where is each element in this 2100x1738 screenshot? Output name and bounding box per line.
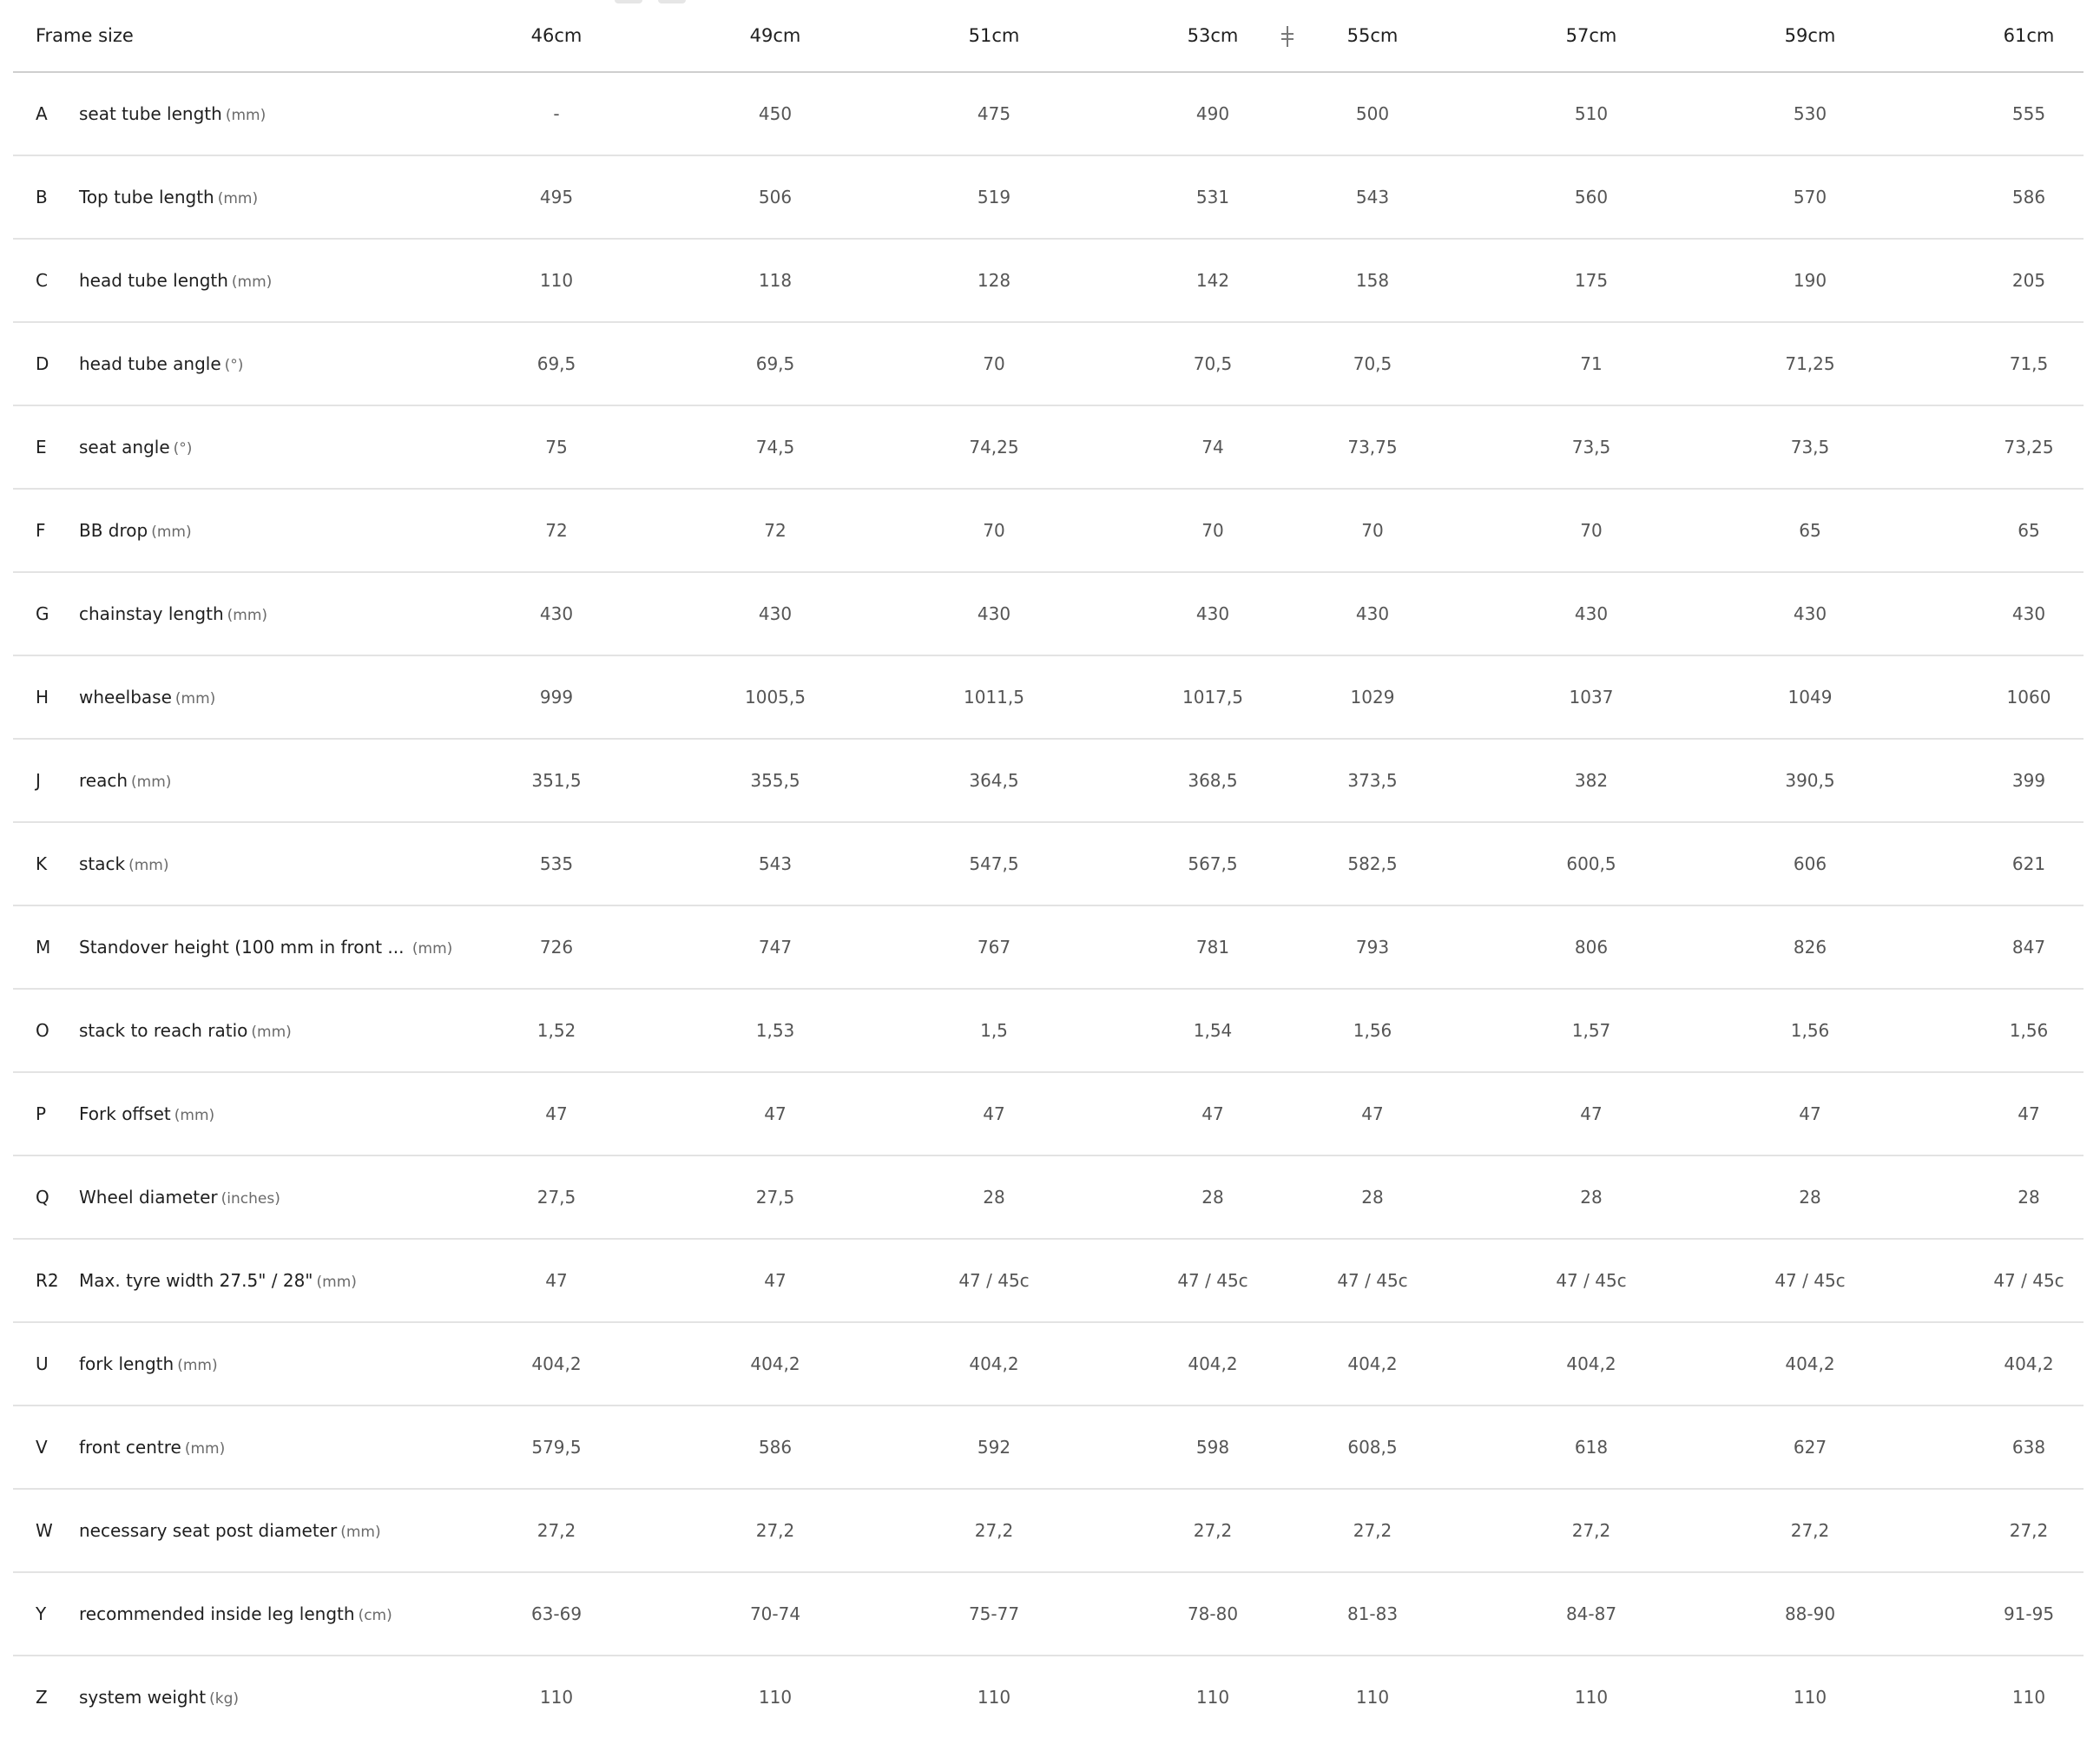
row-label: [79, 770, 171, 791]
row-unit: (mm): [251, 1024, 292, 1041]
cell-value-61cm: 1060: [2006, 687, 2051, 708]
cell-value-59cm: 570: [1793, 187, 1827, 207]
cell-value-59cm: 28: [1799, 1187, 1821, 1208]
cell-value-61cm: 404,2: [2004, 1353, 2054, 1374]
cell-value-55cm: 70,5: [1353, 353, 1392, 374]
row-unit: (mm): [231, 273, 273, 291]
table-row: [13, 1406, 2084, 1490]
cell-value-59cm: 27,2: [1790, 1520, 1830, 1541]
row-label: [79, 1603, 392, 1624]
row-code: K: [36, 853, 48, 874]
cell-value-51cm: 128: [977, 270, 1011, 291]
row-label-text: head tube length: [79, 270, 228, 291]
row-unit: (mm): [217, 190, 259, 207]
cell-value-55cm: 582,5: [1347, 853, 1398, 874]
cell-value-51cm: 404,2: [969, 1353, 1019, 1374]
table-header-row: [13, 0, 2084, 73]
cell-value-53cm: 47: [1201, 1103, 1224, 1124]
row-code: H: [36, 687, 49, 708]
row-label-text: fork length: [79, 1353, 174, 1374]
geometry-table: [13, 0, 2084, 1738]
cell-value-55cm: 608,5: [1347, 1437, 1398, 1458]
row-label: [79, 937, 452, 958]
row-label: [79, 1103, 214, 1124]
cell-value-53cm: 78-80: [1187, 1603, 1239, 1624]
row-code: U: [36, 1353, 49, 1374]
size-header-49: 49cm: [749, 25, 801, 46]
cell-value-51cm: 475: [977, 103, 1011, 124]
cell-value-55cm: 793: [1355, 937, 1390, 958]
cell-value-46cm: 75: [545, 437, 568, 458]
cell-value-53cm: 781: [1195, 937, 1230, 958]
table-row: [13, 406, 2084, 490]
cell-value-59cm: 1049: [1787, 687, 1833, 708]
cell-value-51cm: 74,25: [969, 437, 1019, 458]
size-header-59: 59cm: [1784, 25, 1836, 46]
row-code: F: [36, 520, 46, 541]
row-code: V: [36, 1437, 48, 1458]
cell-value-61cm: 65: [2018, 520, 2040, 541]
cell-value-46cm: -: [553, 103, 560, 124]
cell-value-61cm: 638: [2011, 1437, 2046, 1458]
row-label: [79, 437, 192, 458]
row-label: [79, 103, 266, 124]
cell-value-49cm: 1005,5: [745, 687, 806, 708]
cell-value-57cm: 618: [1574, 1437, 1609, 1458]
cell-value-59cm: 430: [1793, 603, 1827, 624]
row-label-text: Wheel diameter: [79, 1187, 218, 1208]
cell-value-51cm: 1,5: [980, 1020, 1008, 1041]
row-label: [79, 270, 272, 291]
cell-value-49cm: 450: [758, 103, 793, 124]
cell-value-61cm: 28: [2018, 1187, 2040, 1208]
row-label: [79, 1020, 292, 1041]
cell-value-57cm: 70: [1580, 520, 1603, 541]
cell-value-57cm: 27,2: [1571, 1520, 1611, 1541]
cell-value-57cm: 382: [1574, 770, 1609, 791]
cell-value-46cm: 404,2: [531, 1353, 582, 1374]
cell-value-46cm: 110: [539, 270, 574, 291]
row-code: E: [36, 437, 47, 458]
cell-value-61cm: 71,5: [2009, 353, 2049, 374]
cell-value-61cm: 110: [2011, 1687, 2046, 1708]
table-row: [13, 1573, 2084, 1656]
cell-value-49cm: 543: [758, 853, 793, 874]
cell-value-51cm: 364,5: [969, 770, 1019, 791]
cell-value-49cm: 27,5: [755, 1187, 795, 1208]
cell-value-51cm: 519: [977, 187, 1011, 207]
cell-value-61cm: 27,2: [2009, 1520, 2049, 1541]
row-label-text: stack to reach ratio: [79, 1020, 248, 1041]
row-unit: (mm): [151, 523, 192, 541]
row-label-text: Max. tyre width 27.5" / 28": [79, 1270, 313, 1291]
cell-value-53cm: 598: [1195, 1437, 1230, 1458]
row-label-text: stack: [79, 853, 126, 874]
cell-value-55cm: 70: [1361, 520, 1384, 541]
cell-value-57cm: 1037: [1569, 687, 1614, 708]
table-row: [13, 490, 2084, 573]
row-label-text: necessary seat post diameter: [79, 1520, 338, 1541]
table-row: [13, 1656, 2084, 1738]
cell-value-57cm: 430: [1574, 603, 1609, 624]
cell-value-46cm: 999: [539, 687, 574, 708]
row-unit: (mm): [340, 1524, 381, 1541]
cell-value-57cm: 1,57: [1571, 1020, 1611, 1041]
cell-value-46cm: 726: [539, 937, 574, 958]
cell-value-55cm: 28: [1361, 1187, 1384, 1208]
cell-value-61cm: 430: [2011, 603, 2046, 624]
cell-value-46cm: 535: [539, 853, 574, 874]
cell-value-59cm: 404,2: [1785, 1353, 1835, 1374]
cell-value-61cm: 621: [2011, 853, 2046, 874]
table-row: [13, 323, 2084, 406]
row-code: Q: [36, 1187, 49, 1208]
row-code: B: [36, 187, 48, 207]
cell-value-61cm: 73,25: [2004, 437, 2054, 458]
row-code: Y: [36, 1603, 47, 1624]
cell-value-55cm: 47: [1361, 1103, 1384, 1124]
row-code: C: [36, 270, 48, 291]
row-code: J: [36, 770, 41, 791]
cell-value-49cm: 1,53: [755, 1020, 795, 1041]
row-code: P: [36, 1103, 47, 1124]
cell-value-57cm: 175: [1574, 270, 1609, 291]
cell-value-55cm: 73,75: [1347, 437, 1398, 458]
cell-value-53cm: 1,54: [1193, 1020, 1233, 1041]
table-row: [13, 990, 2084, 1073]
cell-value-61cm: 555: [2011, 103, 2046, 124]
row-unit: (mm): [177, 1357, 218, 1374]
cell-value-55cm: 430: [1355, 603, 1390, 624]
cell-value-49cm: 355,5: [750, 770, 800, 791]
row-label-text: head tube angle: [79, 353, 221, 374]
row-unit: (mm): [128, 857, 169, 874]
table-row: [13, 156, 2084, 240]
cell-value-51cm: 547,5: [969, 853, 1019, 874]
row-label: [79, 187, 258, 207]
cell-value-53cm: 430: [1195, 603, 1230, 624]
row-code: O: [36, 1020, 49, 1041]
cell-value-53cm: 490: [1195, 103, 1230, 124]
row-label: [79, 687, 215, 708]
cell-value-49cm: 110: [758, 1687, 793, 1708]
cell-value-46cm: 430: [539, 603, 574, 624]
cell-value-61cm: 47 / 45c: [1993, 1270, 2064, 1291]
cell-value-59cm: 530: [1793, 103, 1827, 124]
row-label-text: seat angle: [79, 437, 170, 458]
cell-value-49cm: 747: [758, 937, 793, 958]
size-header-46: 46cm: [530, 25, 583, 46]
cell-value-55cm: 27,2: [1353, 1520, 1392, 1541]
cell-value-51cm: 1011,5: [964, 687, 1024, 708]
cell-value-49cm: 586: [758, 1437, 793, 1458]
row-label: [79, 520, 192, 541]
cell-value-55cm: 81-83: [1346, 1603, 1399, 1624]
row-code: M: [36, 937, 51, 958]
cell-value-49cm: 404,2: [750, 1353, 800, 1374]
cell-value-61cm: 399: [2011, 770, 2046, 791]
row-code: G: [36, 603, 49, 624]
cell-value-55cm: 47 / 45c: [1337, 1270, 1408, 1291]
cell-value-55cm: 1,56: [1353, 1020, 1392, 1041]
cell-value-53cm: 1017,5: [1182, 687, 1243, 708]
cell-value-53cm: 567,5: [1188, 853, 1238, 874]
row-unit: (°): [173, 440, 193, 458]
cell-value-51cm: 28: [983, 1187, 1005, 1208]
table-row: [13, 1156, 2084, 1240]
row-label: [79, 853, 169, 874]
size-header-51: 51cm: [968, 25, 1020, 46]
cell-value-46cm: 495: [539, 187, 574, 207]
cell-value-49cm: 47: [764, 1270, 787, 1291]
cell-value-49cm: 118: [758, 270, 793, 291]
cell-value-49cm: 74,5: [755, 437, 795, 458]
cell-value-55cm: 500: [1355, 103, 1390, 124]
table-row: [13, 823, 2084, 906]
row-label: [79, 1187, 280, 1208]
cell-value-49cm: 27,2: [755, 1520, 795, 1541]
cell-value-59cm: 47: [1799, 1103, 1821, 1124]
row-label-text: system weight: [79, 1687, 207, 1708]
cell-value-57cm: 806: [1574, 937, 1609, 958]
cell-value-61cm: 47: [2018, 1103, 2040, 1124]
cell-value-46cm: 579,5: [531, 1437, 582, 1458]
row-label-text: chainstay length: [79, 603, 224, 624]
cell-value-53cm: 47 / 45c: [1177, 1270, 1248, 1291]
cell-value-46cm: 351,5: [531, 770, 582, 791]
cell-value-57cm: 73,5: [1571, 437, 1611, 458]
cell-value-49cm: 70-74: [749, 1603, 801, 1624]
cell-value-61cm: 1,56: [2009, 1020, 2049, 1041]
table-row: [13, 906, 2084, 990]
row-unit: (mm): [316, 1274, 357, 1291]
cell-value-53cm: 28: [1201, 1187, 1224, 1208]
cell-value-49cm: 430: [758, 603, 793, 624]
size-header-57: 57cm: [1565, 25, 1617, 46]
cell-value-46cm: 72: [545, 520, 568, 541]
row-label-text: BB drop: [79, 520, 148, 541]
row-label: [79, 353, 243, 374]
cell-value-57cm: 600,5: [1566, 853, 1616, 874]
cell-value-46cm: 47: [545, 1270, 568, 1291]
cell-value-51cm: 47 / 45c: [958, 1270, 1030, 1291]
row-unit: (°): [224, 357, 244, 374]
table-row: [13, 1323, 2084, 1406]
cell-value-59cm: 390,5: [1785, 770, 1835, 791]
cell-value-57cm: 71: [1580, 353, 1603, 374]
row-label: [79, 1687, 239, 1708]
row-unit: (mm): [131, 774, 172, 791]
table-row: [13, 1073, 2084, 1156]
cell-value-59cm: 110: [1793, 1687, 1827, 1708]
cell-value-46cm: 63-69: [530, 1603, 583, 1624]
cell-value-57cm: 510: [1574, 103, 1609, 124]
cell-value-46cm: 27,2: [537, 1520, 576, 1541]
row-code: D: [36, 353, 49, 374]
row-label-text: recommended inside leg length: [79, 1603, 355, 1624]
row-unit: (cm): [358, 1607, 392, 1624]
cell-value-59cm: 826: [1793, 937, 1827, 958]
cell-value-61cm: 91-95: [2003, 1603, 2055, 1624]
cell-value-51cm: 430: [977, 603, 1011, 624]
cell-value-55cm: 110: [1355, 1687, 1390, 1708]
table-row: [13, 240, 2084, 323]
row-unit: (mm): [174, 690, 216, 708]
cell-value-61cm: 205: [2011, 270, 2046, 291]
row-unit: (mm): [184, 1440, 226, 1458]
cell-value-53cm: 142: [1195, 270, 1230, 291]
cell-value-55cm: 543: [1355, 187, 1390, 207]
cell-value-46cm: 110: [539, 1687, 574, 1708]
row-label: [79, 1270, 357, 1291]
cell-value-59cm: 1,56: [1790, 1020, 1830, 1041]
table-row: [13, 656, 2084, 740]
cell-value-55cm: 404,2: [1347, 1353, 1398, 1374]
row-code: W: [36, 1520, 53, 1541]
cell-value-59cm: 190: [1793, 270, 1827, 291]
size-header-61: 61cm: [2003, 25, 2055, 46]
cell-value-57cm: 110: [1574, 1687, 1609, 1708]
cell-value-46cm: 69,5: [537, 353, 576, 374]
row-label: [79, 1437, 225, 1458]
row-code: A: [36, 103, 48, 124]
cell-value-55cm: 1029: [1350, 687, 1395, 708]
table-row: [13, 73, 2084, 156]
cell-value-53cm: 27,2: [1193, 1520, 1233, 1541]
row-code: R2: [36, 1270, 59, 1291]
row-label: [79, 1353, 218, 1374]
row-unit: (mm): [407, 940, 453, 958]
table-row: [13, 740, 2084, 823]
row-unit: (mm): [227, 607, 268, 624]
cell-value-46cm: 27,5: [537, 1187, 576, 1208]
row-label: [79, 603, 267, 624]
cell-value-51cm: 70: [983, 520, 1005, 541]
cell-value-53cm: 110: [1195, 1687, 1230, 1708]
row-unit: (kg): [209, 1690, 239, 1708]
row-label-text: Top tube length: [79, 187, 214, 207]
cell-value-49cm: 506: [758, 187, 793, 207]
cell-value-53cm: 404,2: [1188, 1353, 1238, 1374]
row-label-text: reach: [79, 770, 128, 791]
cell-value-51cm: 110: [977, 1687, 1011, 1708]
row-label-text: seat tube length: [79, 103, 222, 124]
row-code: Z: [36, 1687, 48, 1708]
cell-value-59cm: 627: [1793, 1437, 1827, 1458]
cell-value-61cm: 847: [2011, 937, 2046, 958]
cell-value-53cm: 70,5: [1193, 353, 1233, 374]
row-label-text: Fork offset: [79, 1103, 171, 1124]
cell-value-49cm: 72: [764, 520, 787, 541]
cell-value-59cm: 73,5: [1790, 437, 1830, 458]
cell-value-53cm: 531: [1195, 187, 1230, 207]
cell-value-61cm: 586: [2011, 187, 2046, 207]
cell-value-59cm: 71,25: [1785, 353, 1835, 374]
cell-value-59cm: 65: [1799, 520, 1821, 541]
row-unit: (inches): [221, 1190, 280, 1208]
cell-value-55cm: 158: [1355, 270, 1390, 291]
row-label-text: wheelbase: [79, 687, 172, 708]
cell-value-59cm: 606: [1793, 853, 1827, 874]
row-label-text: front centre: [79, 1437, 181, 1458]
cell-value-57cm: 47 / 45c: [1556, 1270, 1627, 1291]
cell-value-51cm: 70: [983, 353, 1005, 374]
table-row: [13, 1490, 2084, 1573]
row-label-text: Standover height (100 mm in front ...: [79, 937, 405, 958]
cell-value-51cm: 75-77: [968, 1603, 1020, 1624]
cell-value-57cm: 84-87: [1565, 1603, 1617, 1624]
cell-value-57cm: 47: [1580, 1103, 1603, 1124]
frame-size-header: Frame size: [36, 25, 134, 46]
cell-value-59cm: 88-90: [1784, 1603, 1836, 1624]
row-unit: (mm): [225, 107, 267, 124]
table-row: [13, 573, 2084, 656]
row-unit: (mm): [174, 1107, 215, 1124]
cell-value-51cm: 47: [983, 1103, 1005, 1124]
cell-value-51cm: 27,2: [974, 1520, 1014, 1541]
cell-value-59cm: 47 / 45c: [1774, 1270, 1846, 1291]
cell-value-57cm: 404,2: [1566, 1353, 1616, 1374]
cell-value-51cm: 592: [977, 1437, 1011, 1458]
cell-value-53cm: 74: [1201, 437, 1224, 458]
row-label: [79, 1520, 381, 1541]
cell-value-57cm: 28: [1580, 1187, 1603, 1208]
size-header-55: 55cm: [1346, 25, 1399, 46]
cell-value-53cm: 368,5: [1188, 770, 1238, 791]
cell-value-55cm: 373,5: [1347, 770, 1398, 791]
cell-value-51cm: 767: [977, 937, 1011, 958]
cell-value-46cm: 1,52: [537, 1020, 576, 1041]
cell-value-49cm: 47: [764, 1103, 787, 1124]
table-row: [13, 1240, 2084, 1323]
cell-value-57cm: 560: [1574, 187, 1609, 207]
cell-value-46cm: 47: [545, 1103, 568, 1124]
cell-value-53cm: 70: [1201, 520, 1224, 541]
size-header-53: 53cm: [1187, 25, 1239, 46]
cell-value-49cm: 69,5: [755, 353, 795, 374]
